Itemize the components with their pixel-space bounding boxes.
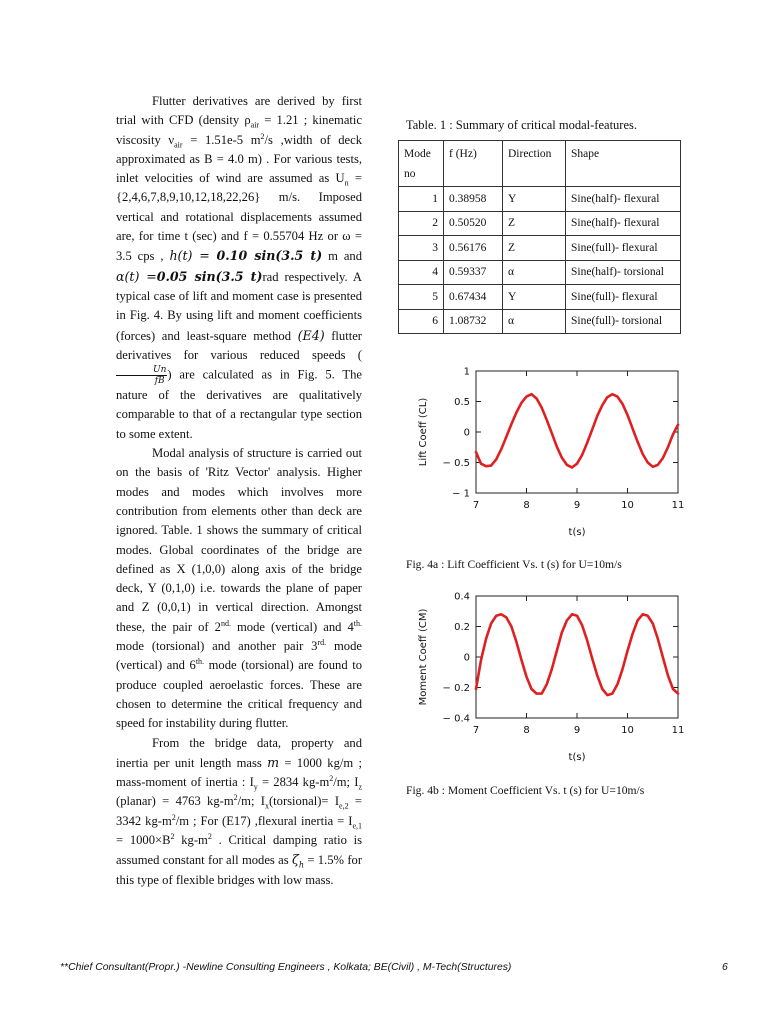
footer-affiliation: **Chief Consultant(Propr.) -Newline Consulting Engineers , Kolkata; BE(Civil) , M-Tech(Structures) bbox=[60, 962, 512, 973]
data-point bbox=[606, 694, 608, 696]
fig4a-caption: Fig. 4a : Lift Coefficient Vs. t (s) for U=10m/s bbox=[406, 558, 622, 571]
data-point bbox=[536, 693, 538, 695]
data-point bbox=[490, 623, 492, 625]
header-shape: Shape bbox=[566, 141, 681, 187]
data-point bbox=[617, 396, 619, 398]
cell-direction: Z bbox=[503, 236, 566, 261]
reduced-speed-fraction: $\frac{Un}{fB}$ bbox=[116, 365, 167, 386]
data-point bbox=[647, 615, 649, 617]
data-point bbox=[485, 465, 487, 467]
y-tick-label: − 0.5 bbox=[442, 458, 470, 469]
plot-frame bbox=[476, 596, 678, 718]
body-text-column bbox=[116, 92, 362, 890]
cell-mode: 2 bbox=[399, 211, 444, 236]
x-tick-label: 7 bbox=[472, 500, 480, 511]
y-tick-label: − 0.4 bbox=[442, 713, 470, 725]
moment-coefficient-chart bbox=[400, 588, 690, 768]
data-point bbox=[581, 454, 583, 456]
x-axis-label: t(s) bbox=[568, 752, 586, 763]
cell-mode: 4 bbox=[399, 260, 444, 285]
data-point bbox=[516, 412, 518, 414]
table-row bbox=[399, 285, 681, 310]
data-point bbox=[667, 674, 669, 676]
x-tick-label: 10 bbox=[621, 725, 634, 736]
data-point bbox=[606, 396, 608, 398]
data-point bbox=[485, 638, 487, 640]
data-point bbox=[647, 462, 649, 464]
fig4b-caption: Fig. 4b : Moment Coefficient Vs. t (s) for U=10m/s bbox=[406, 784, 645, 797]
header-mode: Mode no bbox=[399, 141, 444, 187]
cell-direction: Z bbox=[503, 211, 566, 236]
data-point bbox=[632, 427, 634, 429]
x-tick-label: 9 bbox=[573, 725, 581, 736]
x-axis-label: t(s) bbox=[568, 527, 586, 538]
cell-shape: Sine(full)- flexural bbox=[566, 236, 681, 261]
data-point bbox=[526, 676, 528, 678]
data-point bbox=[536, 398, 538, 400]
table-row bbox=[399, 309, 681, 334]
data-point bbox=[642, 613, 644, 615]
data-point bbox=[531, 393, 533, 395]
data-point bbox=[672, 688, 674, 690]
data-point bbox=[642, 453, 644, 455]
data-point bbox=[632, 633, 634, 635]
data-point bbox=[596, 415, 598, 417]
cell-frequency: 0.56176 bbox=[444, 236, 503, 261]
cell-mode: 5 bbox=[399, 285, 444, 310]
cell-mode: 6 bbox=[399, 309, 444, 334]
y-tick-label: 0.2 bbox=[454, 622, 470, 633]
header-frequency: f (Hz) bbox=[444, 141, 503, 187]
data-point bbox=[480, 463, 482, 465]
cell-mode: 3 bbox=[399, 236, 444, 261]
data-point bbox=[500, 448, 502, 450]
data-point bbox=[627, 414, 629, 416]
table-row bbox=[399, 260, 681, 285]
x-tick-label: 8 bbox=[523, 725, 530, 736]
data-point bbox=[521, 402, 523, 404]
data-point bbox=[546, 419, 548, 421]
data-point bbox=[551, 432, 553, 434]
data-point bbox=[561, 457, 563, 459]
y-tick-label: − 1 bbox=[452, 488, 470, 500]
y-tick-label: 0 bbox=[463, 652, 470, 664]
table-caption: Table. 1 : Summary of critical modal-features. bbox=[406, 118, 637, 132]
data-point bbox=[566, 464, 568, 466]
data-point bbox=[500, 613, 502, 615]
table-row bbox=[399, 187, 681, 212]
data-point bbox=[586, 639, 588, 641]
data-point bbox=[637, 441, 639, 443]
plot-frame bbox=[476, 371, 678, 493]
series-line bbox=[476, 394, 678, 467]
cell-direction: Y bbox=[503, 285, 566, 310]
data-point bbox=[566, 620, 568, 622]
data-point bbox=[480, 659, 482, 661]
cell-shape: Sine(half)- torsional bbox=[566, 260, 681, 285]
y-tick-label: − 0.2 bbox=[442, 683, 470, 694]
data-point bbox=[657, 638, 659, 640]
data-point bbox=[516, 641, 518, 643]
y-tick-label: 0 bbox=[463, 427, 470, 439]
y-axis-label: Moment Coeff (CM) bbox=[418, 608, 429, 706]
cell-frequency: 0.50520 bbox=[444, 211, 503, 236]
page-number: 6 bbox=[722, 962, 728, 973]
data-point bbox=[556, 446, 558, 448]
lift-coefficient-chart bbox=[400, 363, 690, 543]
data-point bbox=[576, 463, 578, 465]
cell-shape: Sine(full)- torsional bbox=[566, 309, 681, 334]
data-point bbox=[617, 684, 619, 686]
data-point bbox=[627, 650, 629, 652]
data-point bbox=[541, 693, 543, 695]
data-point bbox=[551, 668, 553, 670]
data-point bbox=[561, 632, 563, 634]
paragraph-bridge-data: From the bridge data, property and inertia per unit length mass m = 1000 kg/m ; mass-moment of inertia : $I_y = 2834$ $kg-m^2/m$; $I_z$ (planar) = 4763 $kg-m^2/m$; $I_x(torsional)= I_{e,2} = 3342$ $kg-m^2/m$ ; For (E17) ,flexural inertia = $I_{e,1} = 1000\times B^2$ $kg-m^2$ . Critical damping ratio is assumed constant for all modes as $\zeta_h = 1.5\%$ for this type of flexible bridges with low mass. bbox=[116, 735, 363, 887]
data-point bbox=[556, 650, 558, 652]
data-point bbox=[571, 467, 573, 469]
x-tick-label: 7 bbox=[472, 725, 480, 736]
data-point bbox=[505, 436, 507, 438]
data-point bbox=[622, 403, 624, 405]
x-tick-label: 9 bbox=[573, 500, 581, 511]
x-tick-label: 10 bbox=[621, 500, 634, 511]
header-direction: Direction bbox=[503, 141, 566, 187]
x-tick-label: 11 bbox=[671, 725, 685, 736]
cell-direction: α bbox=[503, 260, 566, 285]
data-point bbox=[511, 423, 513, 425]
cell-frequency: 1.08732 bbox=[444, 309, 503, 334]
paragraph-flutter-derivatives: Flutter derivatives are derived by first trial with CFD (density $\rho_{air} = 1.21$ ; kinematic viscosity $\nu_{air} = 1.51e-5$ $m^2/s$ ,width of deck approximated as B = 4.0 m) . For various tests, inlet velocities of wind are assumed as $U_n =\{2,4,6,7,8,9,10,12,18,22,26\}$ m/s. Imposed vertical and rotational displacements assumed are, for time t (sec) and f = 0.55704 Hz or ω = 3.5 cps , h(t) = 0.10 sin(3.5 t) m and α(t) =0.05 sin(3.5 t)rad respectively. A typical case of lift and moment case is presented in Fig. 4. By using lift and moment coefficients (forces) and least-square method (E4) flutter derivatives for various reduced speeds ( $\frac{Un}{fB}$ ) are calculated as in Fig. 5. The nature of the derivatives are qualitatively comparable to that of a rectangular type section to some extent. bbox=[116, 94, 363, 441]
data-point bbox=[662, 656, 664, 658]
x-tick-label: 11 bbox=[671, 500, 685, 511]
modal-summary-table bbox=[398, 140, 681, 334]
y-tick-label: 0.5 bbox=[454, 397, 470, 408]
cell-frequency: 0.38958 bbox=[444, 187, 503, 212]
data-point bbox=[601, 688, 603, 690]
data-point bbox=[531, 688, 533, 690]
cell-frequency: 0.59337 bbox=[444, 260, 503, 285]
series-line bbox=[476, 614, 678, 695]
data-point bbox=[576, 615, 578, 617]
cell-shape: Sine(full)- flexural bbox=[566, 285, 681, 310]
table-row bbox=[399, 236, 681, 261]
data-point bbox=[586, 442, 588, 444]
data-point bbox=[591, 658, 593, 660]
data-point bbox=[622, 668, 624, 670]
y-axis-label: Lift Coeff (CL) bbox=[418, 397, 429, 467]
data-point bbox=[541, 407, 543, 409]
data-point bbox=[591, 429, 593, 431]
x-tick-label: 8 bbox=[523, 500, 530, 511]
cell-shape: Sine(half)- flexural bbox=[566, 211, 681, 236]
data-point bbox=[652, 466, 654, 468]
y-tick-label: 1 bbox=[463, 366, 470, 378]
data-point bbox=[521, 659, 523, 661]
data-point bbox=[475, 451, 477, 453]
data-point bbox=[657, 464, 659, 466]
data-point bbox=[490, 465, 492, 467]
data-point bbox=[601, 404, 603, 406]
cell-direction: Y bbox=[503, 187, 566, 212]
data-point bbox=[495, 459, 497, 461]
cell-frequency: 0.67434 bbox=[444, 285, 503, 310]
data-point bbox=[495, 615, 497, 617]
data-point bbox=[526, 396, 528, 398]
data-point bbox=[677, 424, 679, 426]
data-point bbox=[652, 623, 654, 625]
y-tick-label: 0.4 bbox=[454, 591, 470, 603]
data-point bbox=[662, 457, 664, 459]
data-point bbox=[581, 624, 583, 626]
data-point bbox=[511, 626, 513, 628]
data-point bbox=[611, 393, 613, 395]
data-point bbox=[667, 446, 669, 448]
data-point bbox=[475, 688, 477, 690]
table-row bbox=[399, 211, 681, 236]
data-point bbox=[611, 693, 613, 695]
data-point bbox=[677, 693, 679, 695]
paragraph-modal-analysis: Modal analysis of structure is carried out on the basis of 'Ritz Vector' analysis. Higher modes and modes which involves more contribution from elements other than deck are ignored. Table. 1 shows the summary of critical modes. Global coordinates of the bridge are defined as X (1,0,0) along axis of the bridge deck, Y (0,1,0) i.e. towards the plane of paper and Z (0,0,1) in vertical direction. Amongst these, the pair of $2^{nd.}$ mode (vertical) and $4^{th.}$ mode (torsional) and another pair $3^{rd.}$ mode (vertical) and $6^{th.}$ mode (torsional) are found to produce coupled aeroelastic forces. These are chosen to determine the critical frequency and speed for instability during flutter. bbox=[116, 446, 362, 731]
data-point bbox=[505, 617, 507, 619]
table-header-row bbox=[399, 141, 681, 187]
data-point bbox=[546, 684, 548, 686]
cell-mode: 1 bbox=[399, 187, 444, 212]
data-point bbox=[672, 434, 674, 436]
data-point bbox=[637, 620, 639, 622]
data-point bbox=[571, 613, 573, 615]
data-point bbox=[596, 674, 598, 676]
cell-shape: Sine(half)- flexural bbox=[566, 187, 681, 212]
cell-direction: α bbox=[503, 309, 566, 334]
